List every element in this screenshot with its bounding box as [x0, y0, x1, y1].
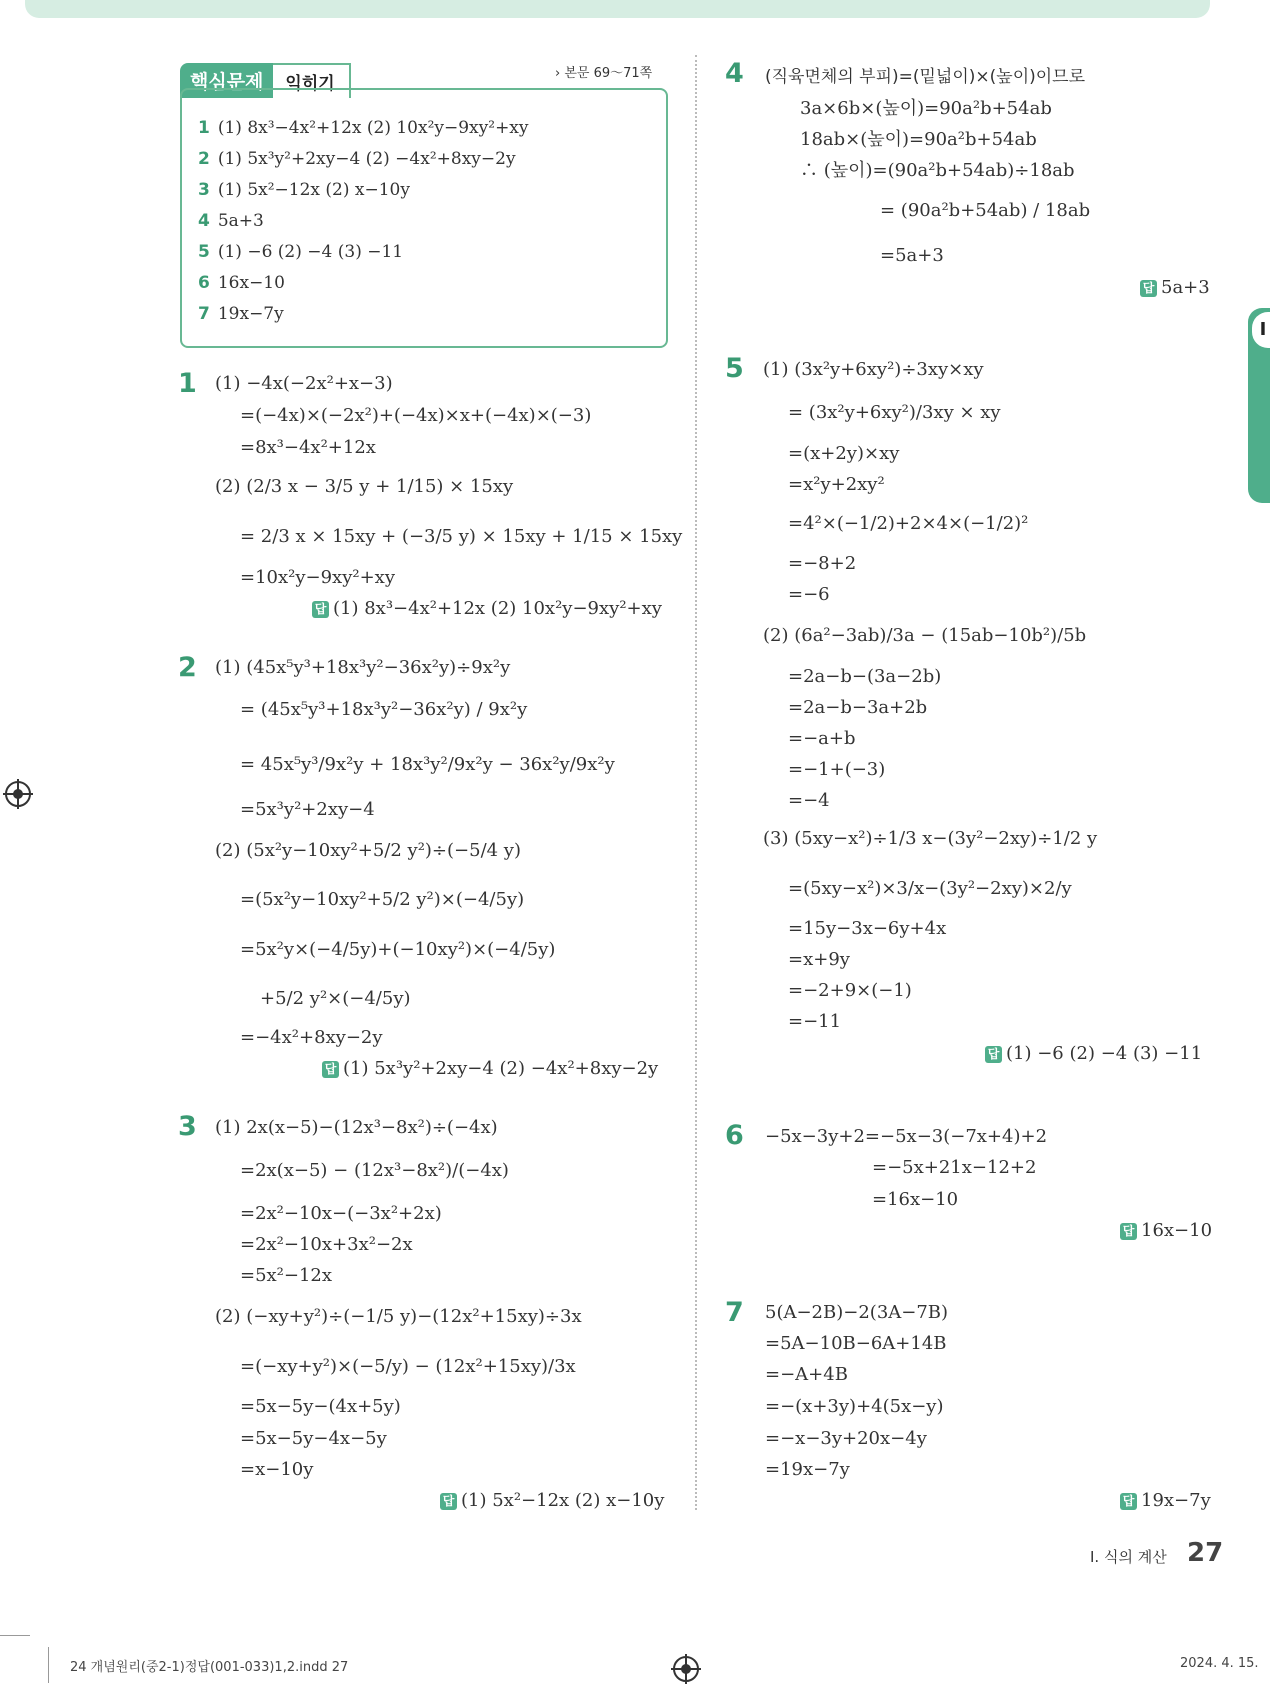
solution-line: =2a−b−(3a−2b): [788, 666, 942, 687]
solution-line: =−2+9×(−1): [788, 980, 912, 1001]
summary-item: 2 (1) 5x³y²+2xy−4 (2) −4x²+8xy−2y: [198, 149, 516, 169]
solution-line: =−a+b: [788, 728, 856, 749]
answer-badge-icon: 답: [985, 1046, 1002, 1063]
crop-mark: [48, 1647, 49, 1683]
solution-line: =(x+2y)×xy: [788, 443, 900, 464]
solution-line: =2x²−10x+3x²−2x: [240, 1234, 413, 1255]
solution-line: =(−4x)×(−2x²)+(−4x)×x+(−4x)×(−3): [240, 405, 592, 426]
solution-line: (2) (2/3 x − 3/5 y + 1/15) × 15xy: [215, 476, 514, 497]
solution-line: =x−10y: [240, 1459, 314, 1480]
solution-line: =16x−10: [872, 1189, 959, 1210]
top-band: [25, 0, 1210, 18]
solution-line: =5x−5y−(4x+5y): [240, 1396, 401, 1417]
answer-line: 답 (1) −6 (2) −4 (3) −11: [985, 1043, 1202, 1064]
solution-line: =15y−3x−6y+4x: [788, 918, 947, 939]
answer-line: 답 (1) 8x³−4x²+12x (2) 10x²y−9xy²+xy: [312, 598, 662, 619]
summary-item: 4 5a+3: [198, 211, 264, 231]
answer-badge-icon: 답: [312, 601, 329, 618]
answer-line: 답 (1) 5x²−12x (2) x−10y: [440, 1490, 664, 1511]
solution-line: (2) (5x²y−10xy²+5/2 y²)÷(−5/4 y): [215, 840, 521, 861]
summary-item: 5 (1) −6 (2) −4 (3) −11: [198, 242, 404, 262]
solution-line: =−(x+3y)+4(5x−y): [765, 1396, 944, 1417]
solution-line: =5x²y×(−4/5y)+(−10xy²)×(−4/5y): [240, 939, 556, 960]
print-file-name: 24 개념원리(중2-1)정답(001-033)1,2.indd 27: [70, 1660, 349, 1675]
solution-line: =5x−5y−4x−5y: [240, 1428, 387, 1449]
solution-line: = 2/3 x × 15xy + (−3/5 y) × 15xy + 1/15 × 15xy: [240, 526, 683, 547]
answer-line: 답 16x−10: [1120, 1220, 1212, 1241]
chapter-side-tab: [1248, 308, 1270, 503]
registration-mark-icon: [673, 1656, 699, 1682]
solution-line: ∴ (높이)=(90a²b+54ab)÷18ab: [800, 160, 1075, 181]
solution-line: (3) (5xy−x²)÷1/3 x−(3y²−2xy)÷1/2 y: [763, 828, 1098, 849]
solution-line: =2a−b−3a+2b: [788, 697, 928, 718]
solution-line: (1) (45x⁵y³+18x³y²−36x²y)÷9x²y: [215, 657, 511, 678]
solution-line: =2x(x−5) − (12x³−8x²)/(−4x): [240, 1160, 509, 1181]
solution-line: (1) 2x(x−5)−(12x³−8x²)÷(−4x): [215, 1117, 498, 1138]
answer-line: 답 19x−7y: [1120, 1490, 1211, 1511]
solution-line: 3a×6b×(높이)=90a²b+54ab: [800, 98, 1052, 119]
solution-line: =−4: [788, 790, 830, 811]
solution-line: =−A+4B: [765, 1364, 848, 1385]
solution-line: (2) (6a²−3ab)/3a − (15ab−10b²)/5b: [763, 625, 1087, 646]
answer-badge-icon: 답: [440, 1493, 457, 1510]
registration-mark-icon: [5, 781, 31, 807]
solution-line: =(5x²y−10xy²+5/2 y²)×(−4/5y): [240, 889, 525, 910]
summary-item: 3 (1) 5x²−12x (2) x−10y: [198, 180, 410, 200]
solution-line: =(5xy−x²)×3/x−(3y²−2xy)×2/y: [788, 878, 1072, 899]
solution-line: (1) −4x(−2x²+x−3): [215, 373, 393, 394]
solution-line: =5A−10B−6A+14B: [765, 1333, 947, 1354]
answer-badge-icon: 답: [1140, 280, 1157, 297]
chevron-right-icon: ›: [555, 66, 561, 81]
solution-line: =−6: [788, 584, 830, 605]
solution-line: =x²y+2xy²: [788, 474, 885, 495]
solution-line: = (3x²y+6xy²)/3xy × xy: [788, 402, 1001, 423]
solution-line: =5x²−12x: [240, 1265, 333, 1286]
solution-line: =−4x²+8xy−2y: [240, 1027, 383, 1048]
solution-line: =10x²y−9xy²+xy: [240, 567, 395, 588]
solution-line: (2) (−xy+y²)÷(−1/5 y)−(12x²+15xy)÷3x: [215, 1306, 582, 1327]
solution-line: =−1+(−3): [788, 759, 886, 780]
summary-tab-sub: 익히기: [273, 63, 350, 98]
problem-number: 1: [178, 368, 197, 399]
problem-number: 6: [725, 1120, 744, 1151]
chapter-title: Ⅰ. 식의 계산: [1090, 1548, 1167, 1566]
page-reference: › 본문 69～71쪽: [555, 66, 653, 81]
chapter-side-tab-label: I: [1250, 310, 1270, 350]
solution-line: (직육면체의 부피)=(밑넓이)×(높이)이므로: [765, 67, 1086, 87]
solution-line: (1) (3x²y+6xy²)÷3xy×xy: [763, 359, 984, 380]
print-date: 2024. 4. 15.: [1180, 1656, 1259, 1671]
solution-line: =8x³−4x²+12x: [240, 437, 376, 458]
summary-item: 6 16x−10: [198, 273, 285, 293]
solution-line: = (45x⁵y³+18x³y²−36x²y) / 9x²y: [240, 699, 528, 720]
solution-line: +5/2 y²×(−4/5y): [260, 988, 411, 1009]
summary-tab-main: 핵심문제: [180, 63, 273, 98]
summary-item: 1 (1) 8x³−4x²+12x (2) 10x²y−9xy²+xy: [198, 118, 529, 138]
problem-number: 5: [725, 353, 744, 384]
answer-badge-icon: 답: [322, 1061, 339, 1078]
crop-mark: [0, 1635, 30, 1636]
solution-line: =−5x+21x−12+2: [872, 1157, 1037, 1178]
answer-badge-icon: 답: [1120, 1223, 1137, 1240]
solution-line: =x+9y: [788, 949, 850, 970]
solution-line: =−8+2: [788, 553, 857, 574]
solution-line: =5a+3: [880, 245, 944, 266]
summary-item: 7 19x−7y: [198, 304, 284, 324]
answer-line: 답 (1) 5x³y²+2xy−4 (2) −4x²+8xy−2y: [322, 1058, 658, 1079]
solution-line: =2x²−10x−(−3x²+2x): [240, 1203, 442, 1224]
solution-line: =−11: [788, 1011, 842, 1032]
problem-number: 2: [178, 652, 197, 683]
solution-line: = (90a²b+54ab) / 18ab: [880, 200, 1091, 221]
solution-line: =(−xy+y²)×(−5/y) − (12x²+15xy)/3x: [240, 1356, 576, 1377]
problem-number: 4: [725, 58, 744, 89]
problem-number: 7: [725, 1297, 744, 1328]
solution-line: = 45x⁵y³/9x²y + 18x³y²/9x²y − 36x²y/9x²y: [240, 754, 615, 775]
solution-line: =5x³y²+2xy−4: [240, 799, 375, 820]
column-divider: [695, 55, 697, 1510]
solution-line: =4²×(−1/2)+2×4×(−1/2)²: [788, 513, 1029, 534]
solution-line: =−x−3y+20x−4y: [765, 1428, 927, 1449]
answer-line: 답 5a+3: [1140, 277, 1210, 298]
problem-number: 3: [178, 1111, 197, 1142]
solution-line: 5(A−2B)−2(3A−7B): [765, 1302, 949, 1323]
solution-line: −5x−3y+2=−5x−3(−7x+4)+2: [765, 1126, 1048, 1147]
answer-badge-icon: 답: [1120, 1493, 1137, 1510]
solution-line: =19x−7y: [765, 1459, 850, 1480]
solution-line: 18ab×(높이)=90a²b+54ab: [800, 129, 1037, 150]
page-number: 27: [1187, 1538, 1224, 1568]
